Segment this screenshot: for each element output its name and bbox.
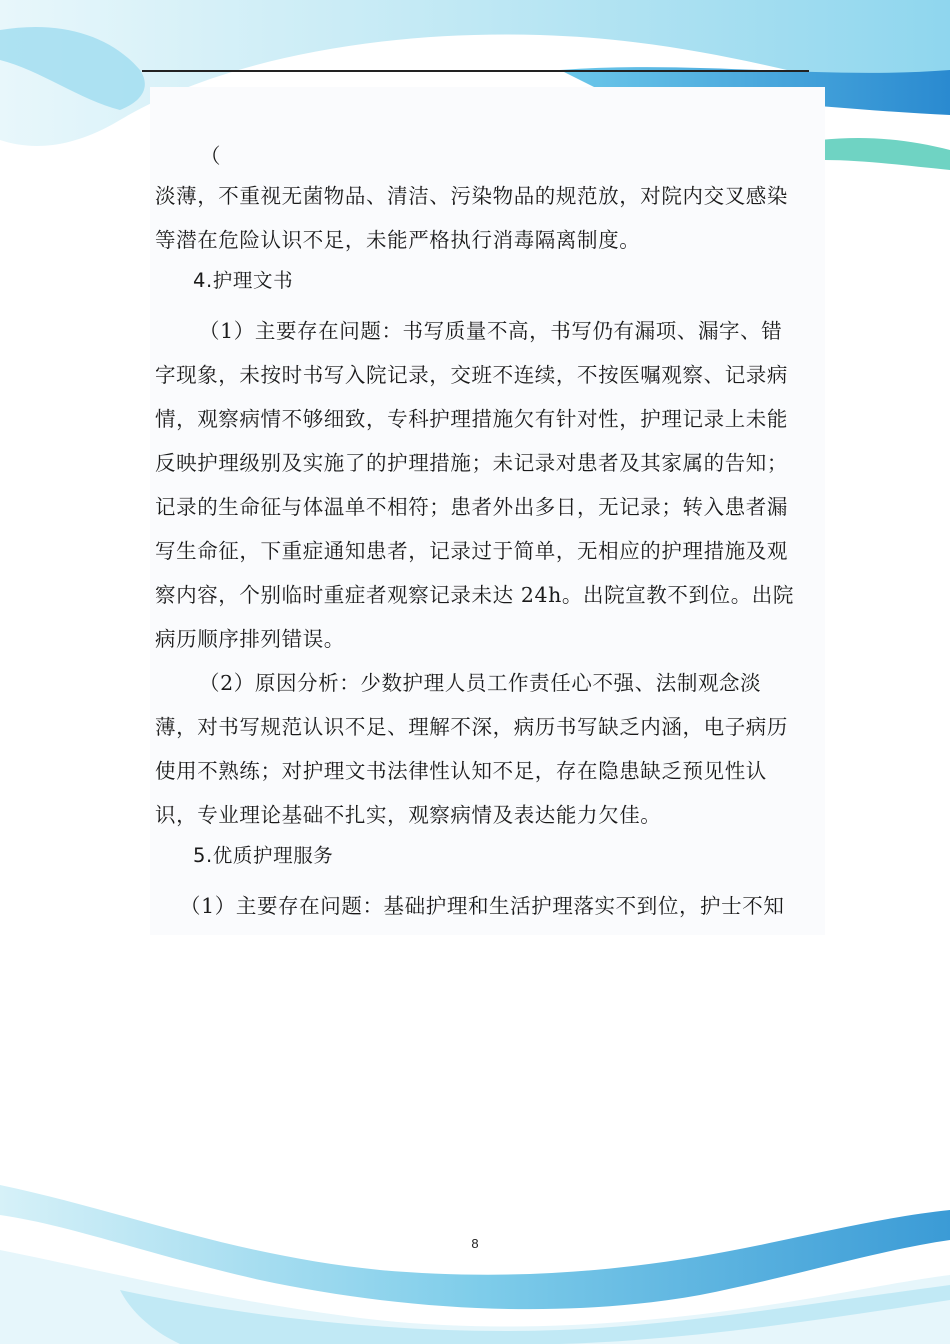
- text-line: 写生命征，下重症通知患者，记录过于简单，无相应的护理措施及观: [155, 539, 788, 563]
- text-line: 反映护理级别及实施了的护理措施；未记录对患者及其家属的告知；: [155, 451, 788, 475]
- section-heading-5: 5.优质护理服务: [193, 844, 334, 867]
- paragraph-4: （1）主要存在问题：基础护理和生活护理落实不到位，护士不知: [180, 894, 785, 918]
- text-line: 字现象，未按时书写入院记录，交班不连续，不按医嘱观察、记录病: [155, 363, 788, 387]
- text-line: 病历顺序排列错误。: [155, 627, 345, 651]
- text-line: 薄，对书写规范认识不足、理解不深，病历书写缺乏内涵，电子病历: [155, 715, 788, 739]
- text-line: 等潜在危险认识不足，未能严格执行消毒隔离制度。: [155, 228, 641, 252]
- text-line: 识，专业理论基础不扎实，观察病情及表达能力欠佳。: [155, 803, 662, 827]
- text-line: 情，观察病情不够细致，专科护理措施欠有针对性，护理记录上未能: [155, 407, 788, 431]
- page-number: 8: [471, 1236, 479, 1251]
- text-line: （1）主要存在问题：书写质量不高，书写仍有漏项、漏字、错: [199, 319, 783, 343]
- header-rule: [142, 70, 809, 72]
- section-heading-4: 4.护理文书: [193, 269, 294, 292]
- paragraph-2: [155, 309, 825, 661]
- text-line: 记录的生命征与体温单不相符；患者外出多日，无记录；转入患者漏: [155, 495, 788, 519]
- text-line: 淡薄，不重视无菌物品、清洁、污染物品的规范放，对院内交叉感染: [155, 184, 788, 208]
- text-line: 使用不熟练；对护理文书法律性认知不足，存在隐患缺乏预见性认: [155, 759, 767, 783]
- paragraph-3: [155, 661, 825, 837]
- paragraph-1: [155, 174, 825, 262]
- text-line: （2）原因分析：少数护理人员工作责任心不强、法制观念淡: [199, 671, 762, 695]
- open-paren: （: [200, 144, 222, 168]
- text-line: 察内容，个别临时重症者观察记录未达 24h。出院宣教不到位。出院: [155, 583, 795, 607]
